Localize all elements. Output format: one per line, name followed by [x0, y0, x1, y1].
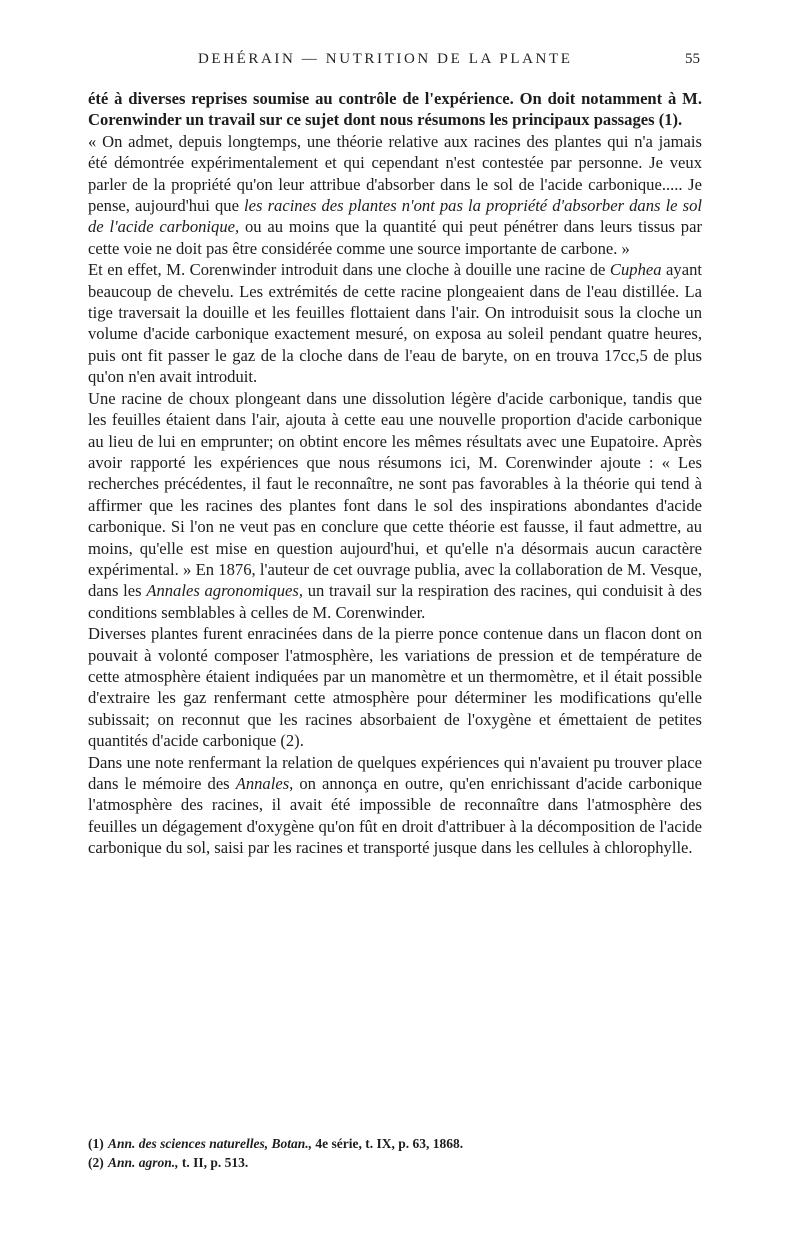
paragraph-6-text-b: on annonça en outre, qu'en enrichissant d'acide carbonique l'atmosphère des racines, il avait été impossible de reconnaître dans l'atmosphère des feuilles un dégagement d'oxygène qu'on fût en droit d'attribuer à la décomposition de l'acide carbonique du sol, saisi par les racines et transporté jusque dans les cellules à chlorophylle.	[88, 774, 702, 858]
paragraph-2-italic: les racines des plantes n'ont pas la propriété d'absorber dans le sol de l'acide carbonique,	[88, 196, 702, 237]
paragraph-3	[88, 259, 702, 387]
paragraph-4	[88, 388, 702, 623]
footnote-2	[88, 1154, 702, 1173]
paragraph-6-italic: Annales,	[235, 774, 294, 793]
footnote-2-text: t. II, p. 513.	[178, 1154, 249, 1170]
running-head	[88, 51, 702, 73]
paragraph-1-text: été à diverses reprises soumise au contrôle de l'expérience. On doit notamment à M. Corenwinder un travail sur ce sujet dont nous résumons les principaux passages (1).	[88, 89, 702, 130]
paragraph-2-text-a: « On admet, depuis longtemps, une théorie relative aux racines des plantes qui n'a jamais été démontrée expérimentalement et qui cependant n'est contestée par personne. Je veux parler de la propriété qu'on leur attribue d'absorber dans le sol de l'acide carbonique..... Je pense, aujourd'hui que	[88, 131, 702, 216]
paragraph-6-text-a: Dans une note renfermant la relation de quelques expériences qui n'avaient pu trouver place dans le mémoire des	[88, 752, 702, 793]
footnote-2-mark: (2)	[88, 1154, 104, 1170]
paragraph-4-text-b: un travail sur la respiration des racines, qui conduisit à des conditions semblables à celles de M. Corenwinder.	[88, 581, 702, 622]
page-number: 55	[685, 51, 700, 67]
paragraph-3-text-a: Et en effet, M. Corenwinder introduit dans une cloche à douille une racine de	[88, 260, 610, 280]
paragraph-4-italic: Annales agronomiques,	[146, 581, 303, 601]
footnote-1-mark: (1)	[88, 1136, 104, 1151]
paragraph-6	[88, 752, 702, 859]
paragraph-3-italic: Cuphea	[609, 260, 662, 280]
footnote-1	[88, 1135, 702, 1154]
footnote-1-text: 4e série, t. IX, p. 63, 1868.	[312, 1136, 464, 1151]
paragraph-4-text-a: Une racine de choux plongeant dans une dissolution légère d'acide carbonique, tandis que les feuilles étaient dans l'air, ajouta à cette eau une nouvelle proportion d'acide carbonique au lieu de lui en emprunter; on obtint encore les mêmes résultats avec une Eupatoire. Après avoir rapporté les expériences que nous résumons ici, M. Corenwinder ajoute : « Les recherches précédentes, il faut le reconnaître, ne sont pas favorables à la théorie qui tend à affirmer que les racines des plantes font dans le sol des inspirations abondantes d'acide carbonique. Si l'on ne veut pas en conclure que cette théorie est fausse, il faut admettre, au moins, qu'elle est mise en question aujourd'hui, et qu'elle n'a désormais aucun caractère expérimental. » En 1876, l'auteur de cet ouvrage publia, avec la collaboration de M. Vesque, dans les	[88, 388, 702, 601]
book-page	[88, 0, 702, 1248]
paragraph-5	[88, 623, 702, 751]
footnote-1-italic: Ann. des sciences naturelles, Botan.,	[108, 1136, 313, 1151]
paragraph-2	[88, 131, 702, 259]
paragraph-5-text: Diverses plantes furent enracinées dans de la pierre ponce contenue dans un flacon dont on pouvait à volonté composer l'atmosphère, les variations de pression et de température de cette atmosphère étaient indiquées par un manomètre et un thermomètre, et il était possible d'extraire les gaz renfermant cette atmosphère pour déterminer les modifications qu'elle subissait; on reconnut que les racines absorbaient de l'oxygène et émettaient de petites quantités d'acide carbonique (2).	[88, 624, 702, 751]
paragraph-3-text-b: ayant beaucoup de chevelu. Les extrémités de cette racine plongeaient dans de l'eau distillée. La tige traversait la douille et les feuilles flottaient dans l'air. On introduisit sous la cloche un volume d'acide carbonique exactement mesuré, on exposa au soleil pendant quatre heures, puis ont fit passer le gaz de la cloche dans de l'eau de baryte, on en trouva 17cc,5 de plus qu'on n'en avait introduit.	[88, 260, 702, 387]
body-text	[88, 88, 702, 859]
footnote-2-italic: Ann. agron.,	[108, 1154, 179, 1170]
paragraph-2-text-b: ou au moins que la quantité qui peut pénétrer dans leurs tissus par cette voie ne doit pas être considérée comme une source importante de carbone. »	[88, 217, 702, 258]
footnotes	[88, 1135, 702, 1172]
running-title: DEHÉRAIN — NUTRITION DE LA PLANTE	[198, 51, 573, 67]
paragraph-1	[88, 88, 702, 131]
